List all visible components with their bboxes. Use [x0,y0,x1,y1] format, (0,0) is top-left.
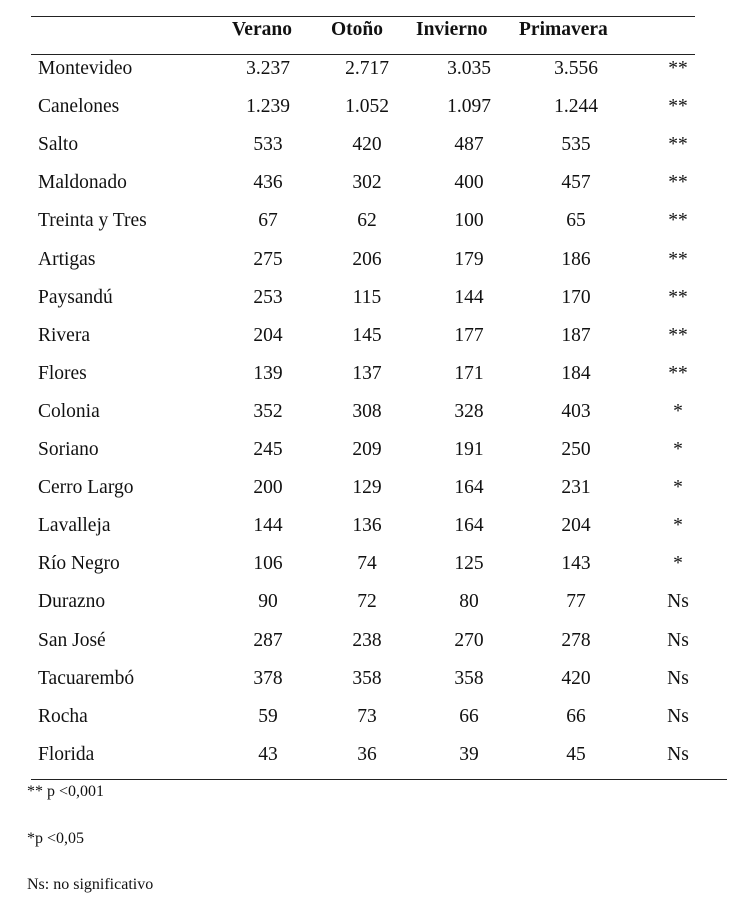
table-row [0,287,755,325]
cell-otono: 2.717 [345,58,389,79]
cell-otono: 238 [352,629,382,651]
cell-name: Maldonado [38,172,127,194]
table-row [0,134,755,172]
cell-sig: * [673,400,683,422]
cell-verano: 200 [253,477,283,499]
cell-name: Río Negro [38,553,120,575]
cell-name: Tacuarembó [38,667,135,689]
cell-otono: 137 [352,362,382,384]
cell-sig: Ns [667,667,689,689]
cell-otono: 358 [352,667,382,689]
table-row [0,363,755,401]
cell-invierno: 164 [454,477,484,499]
cell-sig: Ns [667,743,689,765]
cell-invierno: 171 [454,362,484,384]
cell-name: Artigas [38,248,96,270]
cell-verano: 3.237 [246,58,290,79]
cell-verano: 204 [253,324,283,346]
cell-verano: 287 [253,629,283,651]
cell-verano: 378 [253,667,283,689]
table-row [0,515,755,553]
cell-invierno: 100 [454,210,484,232]
cell-name: Salto [38,134,79,156]
table-row [0,630,755,668]
header-verano: Verano [232,19,292,40]
cell-name: Durazno [38,591,106,613]
table-header-rule [31,54,695,55]
table-row [0,325,755,363]
cell-name: Treinta y Tres [38,210,147,232]
table-row [0,210,755,248]
cell-sig: ** [668,172,688,194]
cell-invierno: 125 [454,553,484,575]
cell-otono: 145 [352,324,382,346]
cell-verano: 436 [253,172,283,194]
cell-sig: ** [668,286,688,308]
table-row [0,744,755,782]
table-top-rule [31,16,695,17]
table-row [0,553,755,591]
table-row [0,477,755,515]
cell-otono: 115 [352,286,382,308]
cell-primavera: 231 [561,477,591,499]
cell-primavera: 457 [561,172,591,194]
cell-invierno: 358 [454,667,484,689]
cell-otono: 72 [357,591,377,613]
cell-verano: 352 [253,400,283,422]
cell-otono: 206 [352,248,382,270]
cell-verano: 144 [253,515,283,537]
cell-verano: 533 [253,134,283,156]
table-row [0,249,755,287]
cell-sig: * [673,439,683,460]
cell-primavera: 403 [561,400,591,422]
cell-verano: 275 [253,248,283,270]
cell-name: Flores [38,362,87,384]
table-row [0,401,755,439]
cell-sig: Ns [667,591,689,613]
cell-primavera: 45 [566,743,586,765]
cell-invierno: 400 [454,172,484,194]
cell-otono: 209 [352,439,382,460]
cell-sig: * [673,553,683,575]
cell-invierno: 164 [454,515,484,537]
cell-primavera: 66 [566,705,586,727]
cell-primavera: 143 [561,553,591,575]
table-row [0,591,755,629]
cell-primavera: 278 [561,629,591,651]
cell-sig: Ns [667,705,689,727]
cell-verano: 139 [253,362,283,384]
cell-otono: 136 [352,515,382,537]
cell-invierno: 144 [454,286,484,308]
cell-invierno: 177 [454,324,484,346]
footnote-double-star: ** p <0,001 [27,783,105,800]
cell-invierno: 1.097 [447,96,491,118]
cell-invierno: 191 [454,439,484,460]
cell-verano: 106 [253,553,283,575]
cell-primavera: 186 [561,248,591,270]
cell-name: Colonia [38,400,100,422]
cell-sig: ** [668,210,688,232]
cell-verano: 59 [258,705,278,727]
cell-invierno: 80 [459,591,479,613]
cell-invierno: 328 [454,400,484,422]
cell-otono: 302 [352,172,382,194]
cell-sig: ** [668,58,688,79]
cell-primavera: 420 [561,667,591,689]
table-row [0,668,755,706]
cell-name: Rivera [38,324,90,346]
cell-verano: 245 [253,439,283,460]
cell-sig: ** [668,134,688,156]
cell-name: Rocha [38,705,88,727]
cell-verano: 90 [258,591,278,613]
cell-otono: 74 [357,553,377,575]
cell-name: Lavalleja [38,515,111,537]
cell-primavera: 184 [561,362,591,384]
header-otono: Otoño [331,19,384,40]
cell-primavera: 170 [561,286,591,308]
cell-otono: 308 [352,400,382,422]
table-row [0,439,755,477]
cell-sig: * [673,477,683,499]
cell-sig: ** [668,362,688,384]
header-primavera: Primavera [519,19,608,40]
cell-invierno: 487 [454,134,484,156]
cell-invierno: 3.035 [447,58,491,79]
cell-primavera: 77 [566,591,586,613]
cell-otono: 420 [352,134,382,156]
cell-invierno: 179 [454,248,484,270]
table-row [0,96,755,134]
cell-primavera: 65 [566,210,586,232]
cell-verano: 1.239 [246,96,290,118]
cell-verano: 43 [258,743,278,765]
cell-invierno: 39 [459,743,479,765]
cell-name: Paysandú [38,286,113,308]
cell-sig: ** [668,96,688,118]
cell-primavera: 535 [561,134,591,156]
cell-primavera: 250 [561,439,591,460]
header-invierno: Invierno [416,19,488,40]
cell-primavera: 187 [561,324,591,346]
footnote-single-star: *p <0,05 [27,830,85,847]
cell-sig: ** [668,248,688,270]
cell-name: Florida [38,743,95,765]
cell-verano: 67 [258,210,278,232]
cell-sig: ** [668,324,688,346]
cell-name: Cerro Largo [38,477,134,499]
cell-primavera: 1.244 [554,96,598,118]
cell-name: San José [38,629,106,651]
table-row [0,706,755,744]
cell-otono: 36 [357,743,377,765]
footnote-ns: Ns: no significativo [27,876,154,893]
cell-primavera: 204 [561,515,591,537]
cell-sig: Ns [667,629,689,651]
cell-name: Montevideo [38,58,133,79]
cell-invierno: 270 [454,629,484,651]
cell-otono: 129 [352,477,382,499]
cell-sig: * [673,515,683,537]
cell-name: Canelones [38,96,120,118]
cell-name: Soriano [38,439,99,460]
cell-otono: 73 [357,705,377,727]
cell-otono: 1.052 [345,96,389,118]
table-row [0,58,755,96]
cell-otono: 62 [357,210,377,232]
cell-verano: 253 [253,286,283,308]
table-row [0,172,755,210]
cell-invierno: 66 [459,705,479,727]
cell-primavera: 3.556 [554,58,598,79]
